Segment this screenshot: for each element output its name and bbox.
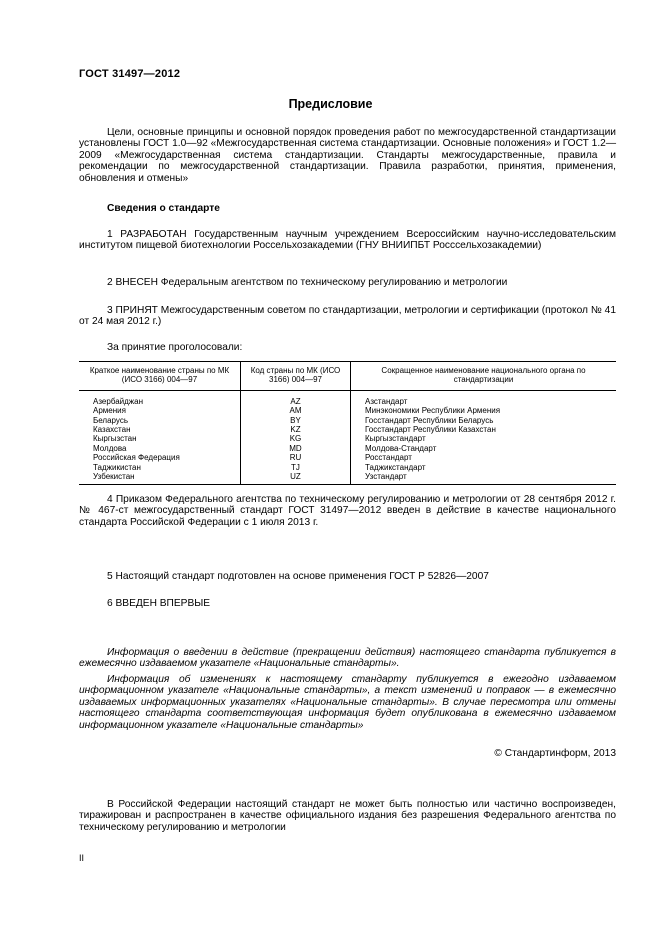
copyright-line: © Стандартинформ, 2013 [494, 748, 616, 759]
voting-countries-table [79, 361, 616, 485]
table-row [79, 434, 616, 443]
info-notice-changes: Информация об изменениях к настоящему стандарту публикуется в ежегодно издаваемом информационном указателе «Национальные стандарты», а текст изменений и поправок — в ежемесячно издаваемых информационных указателях «Национальные стандарты». В случае пересмотра или отмены настоящего стандарта соответствующая информация будет опубликована в ежемесячно издаваемом информационном указателе «Национальные стандарты» [79, 674, 616, 731]
column-header-country: Краткое наименование страны по МК (ИСО 3166) 004—97 [79, 362, 241, 391]
column-header-body: Сокращенное наименование национального органа по стандартизации [351, 362, 617, 391]
legal-notice: В Российской Федерации настоящий стандарт не может быть полностью или частично воспроизведен, тиражирован и распространен в качестве официального издания без разрешения Федерального агентства по техническому регулированию и метрологии [79, 799, 616, 833]
standard-id-header: ГОСТ 31497—2012 [79, 68, 181, 80]
country-name: Кыргызстан [93, 434, 137, 444]
table-row [79, 397, 616, 406]
table-row [79, 472, 616, 485]
section-subheading: Сведения о стандарте [107, 203, 220, 214]
standards-body: Узстандарт [351, 472, 617, 485]
country-code: UZ [241, 472, 351, 485]
table-row [79, 463, 616, 472]
standards-body: Кыргызстандарт [365, 434, 426, 444]
country-code: KG [241, 434, 351, 443]
country-name: Армения [93, 406, 126, 416]
table-row [79, 425, 616, 434]
standards-body: Госстандарт Республики Беларусь [365, 415, 494, 425]
column-header-code: Код страны по МК (ИСО 3166) 004—97 [241, 362, 351, 391]
country-name: Беларусь [93, 415, 128, 425]
item-adopted: 3 ПРИНЯТ Межгосударственным советом по стандартизации, метрологии и сертификации (протокол № 41 от 24 мая 2012 г.) [79, 305, 616, 328]
country-code: KZ [241, 425, 351, 434]
standards-body: Таджикстандарт [365, 462, 426, 472]
table-row [79, 406, 616, 415]
intro-paragraph: Цели, основные принципы и основной порядок проведения работ по межгосударственной стандартизации установлены ГОСТ 1.0—92 «Межгосударственная система стандартизации. Основные положения» и ГОСТ 1.2—2009 «Межгосударственная система стандартизации. Стандарты межгосударственные, правила и рекомендации по межгосударственной стандартизации. Правила разработки, принятия, применения, обновления и отмены» [79, 127, 617, 184]
country-name: Российская Федерация [93, 453, 180, 463]
country-code: TJ [241, 463, 351, 472]
item-developed: 1 РАЗРАБОТАН Государственным научным учреждением Всероссийским научно-исследовательским институтом пищевой биотехнологии Россельхозакадемии (ГНУ ВНИИПБТ Росссельхозакадемии) [79, 229, 616, 252]
country-name: Азербайджан [93, 396, 144, 406]
standards-body: Госстандарт Республики Казахстан [365, 425, 496, 435]
country-code: RU [241, 453, 351, 462]
country-name: Узбекистан [79, 472, 241, 485]
item-enacted: 4 Приказом Федерального агентства по техническому регулированию и метрологии от 28 сентября 2012 г. № 467-ст межгосударственный стандарт ГОСТ 31497—2012 введен в действие в качестве национального стандарта Российской Федерации с 1 июля 2013 г. [79, 494, 616, 528]
country-code: AZ [241, 397, 351, 406]
vote-label: За принятие проголосовали: [107, 342, 243, 353]
page-number: II [79, 853, 85, 863]
info-notice-enactment: Информация о введении в действие (прекращении действия) настоящего стандарта публикуется в ежемесячно издаваемом указателе «Национальные стандарты». [79, 647, 616, 670]
country-code: MD [241, 444, 351, 453]
item-introduced: 2 ВНЕСЕН Федеральным агентством по техническому регулированию и метрологии [107, 277, 508, 288]
table-row [79, 416, 616, 425]
item-first-introduced: 6 ВВЕДЕН ВПЕРВЫЕ [107, 598, 211, 609]
standards-body: Молдова-Стандарт [365, 443, 437, 453]
country-name: Казахстан [93, 425, 131, 435]
standards-body: Росстандарт [365, 453, 412, 463]
table-row [79, 444, 616, 453]
item-basis: 5 Настоящий стандарт подготовлен на основе применения ГОСТ Р 52826—2007 [107, 571, 489, 582]
country-code: AM [241, 406, 351, 415]
standards-body: Азстандарт [365, 396, 408, 406]
country-name: Таджикистан [93, 462, 141, 472]
country-name: Молдова [93, 443, 127, 453]
table-row [79, 453, 616, 462]
table-header-row [79, 362, 616, 391]
country-code: BY [241, 416, 351, 425]
page-title: Предисловие [288, 97, 373, 111]
standards-body: Минэкономики Республики Армения [365, 406, 501, 416]
